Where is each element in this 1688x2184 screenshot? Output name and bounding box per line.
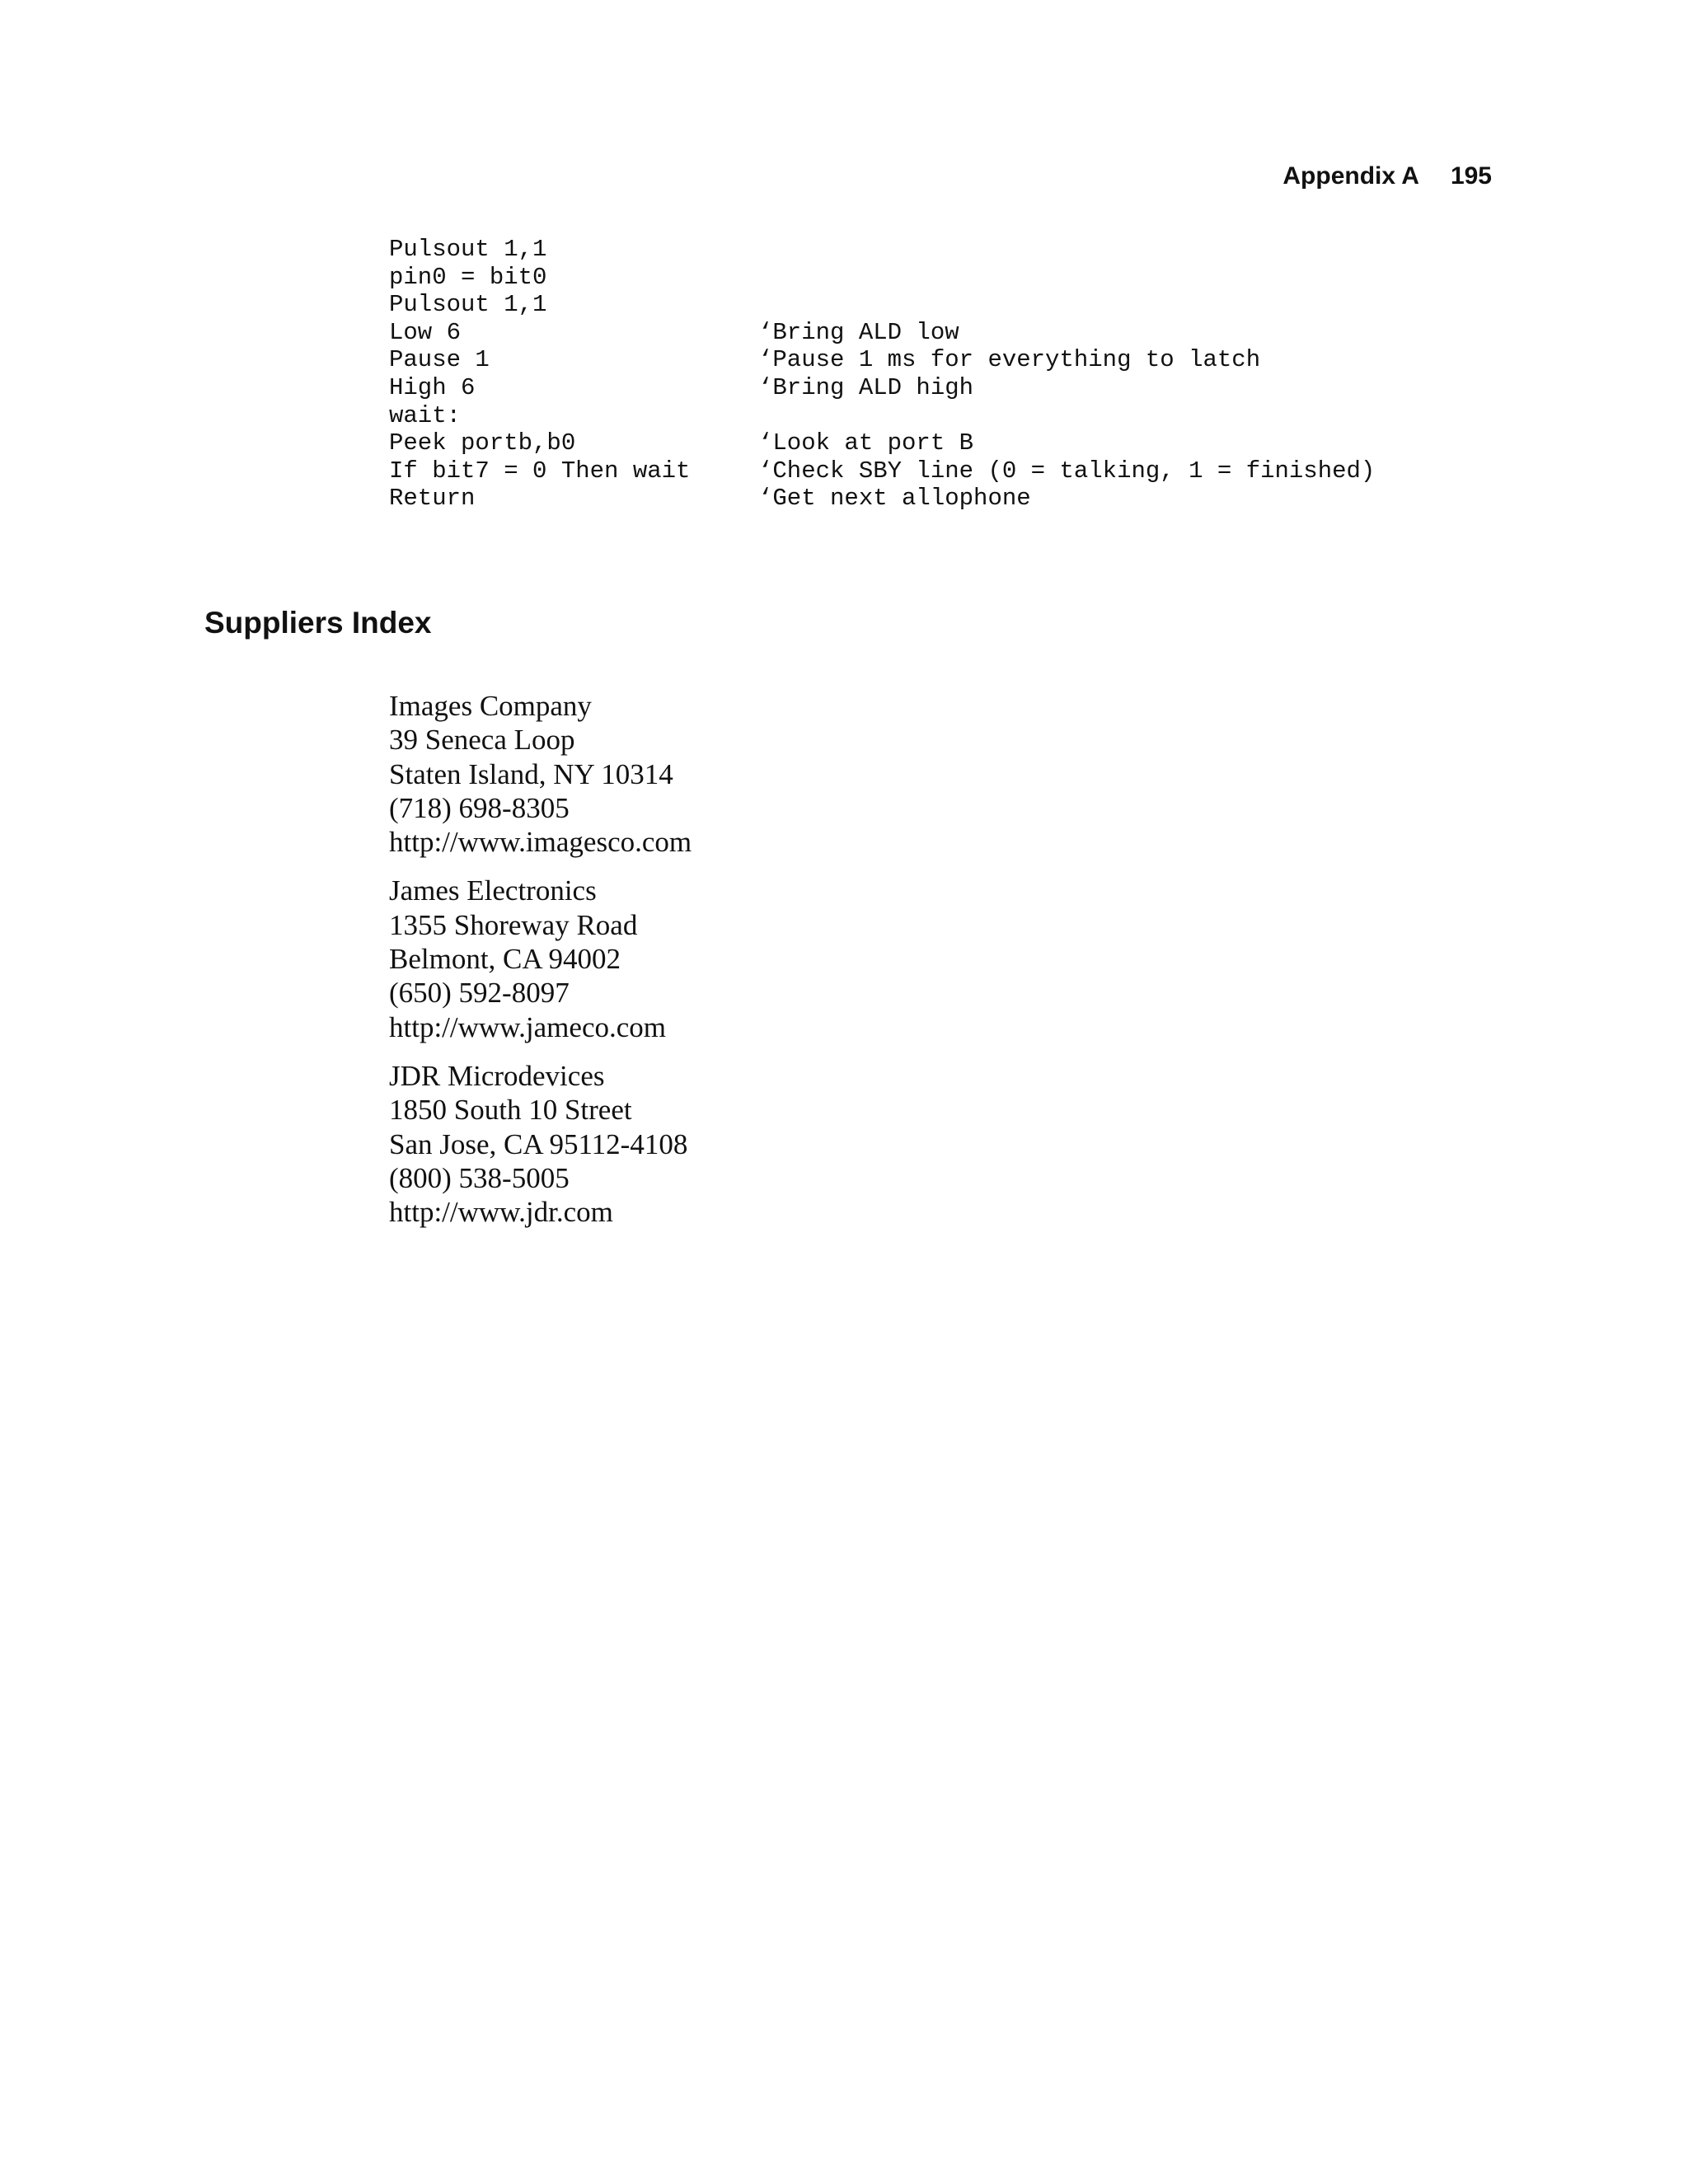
code-line [389,402,1375,430]
supplier-url: http://www.imagesco.com [389,826,692,859]
code-comment: ‘Pause 1 ms for everything to latch [758,346,1261,374]
code-statement: Low 6 [389,318,462,346]
page-number: 195 [1450,162,1492,190]
supplier-name: James Electronics [389,874,597,907]
code-comment: ‘Get next allophone [758,485,1031,513]
code-line [389,485,1375,513]
running-header [1282,160,1492,193]
code-statement: Pulsout 1,1 [389,291,547,319]
running-title: Appendix A [1282,162,1419,190]
supplier-street: 39 Seneca Loop [389,724,575,757]
supplier-name: JDR Microdevices [389,1059,605,1092]
code-comment: ‘Bring ALD low [758,318,959,346]
code-listing [389,236,1375,513]
section-heading: Suppliers Index [204,606,432,640]
supplier-city: Belmont, CA 94002 [389,943,621,976]
supplier-entry [389,689,692,859]
code-line [389,264,1375,292]
code-statement: wait: [389,401,462,429]
code-line [389,319,1375,347]
code-statement: Return [389,485,476,513]
code-statement: If bit7 = 0 Then wait [389,457,691,485]
code-statement: High 6 [389,373,476,401]
code-comment: ‘Check SBY line (0 = talking, 1 = finished) [758,457,1376,485]
supplier-entry [389,1059,692,1229]
supplier-street: 1850 South 10 Street [389,1094,632,1127]
code-line [389,457,1375,485]
supplier-phone: (800) 538-5005 [389,1161,570,1194]
supplier-entry [389,874,692,1043]
supplier-name: Images Company [389,690,592,722]
code-line [389,346,1375,374]
supplier-city: Staten Island, NY 10314 [389,757,673,790]
code-statement: Pause 1 [389,346,490,374]
code-line [389,374,1375,402]
code-comment: ‘Bring ALD high [758,373,974,401]
supplier-url: http://www.jdr.com [389,1196,613,1229]
code-statement: Pulsout 1,1 [389,236,547,263]
supplier-city: San Jose, CA 95112-4108 [389,1127,688,1160]
supplier-street: 1355 Shoreway Road [389,908,638,941]
code-statement: Peek portb,b0 [389,429,576,457]
supplier-url: http://www.jameco.com [389,1010,666,1043]
code-line [389,291,1375,319]
supplier-phone: (718) 698-8305 [389,791,570,824]
code-line [389,236,1375,264]
code-line [389,429,1375,457]
code-statement: pin0 = bit0 [389,263,547,291]
code-comment: ‘Look at port B [758,429,974,457]
suppliers-list [389,689,692,1244]
supplier-phone: (650) 592-8097 [389,977,570,1010]
